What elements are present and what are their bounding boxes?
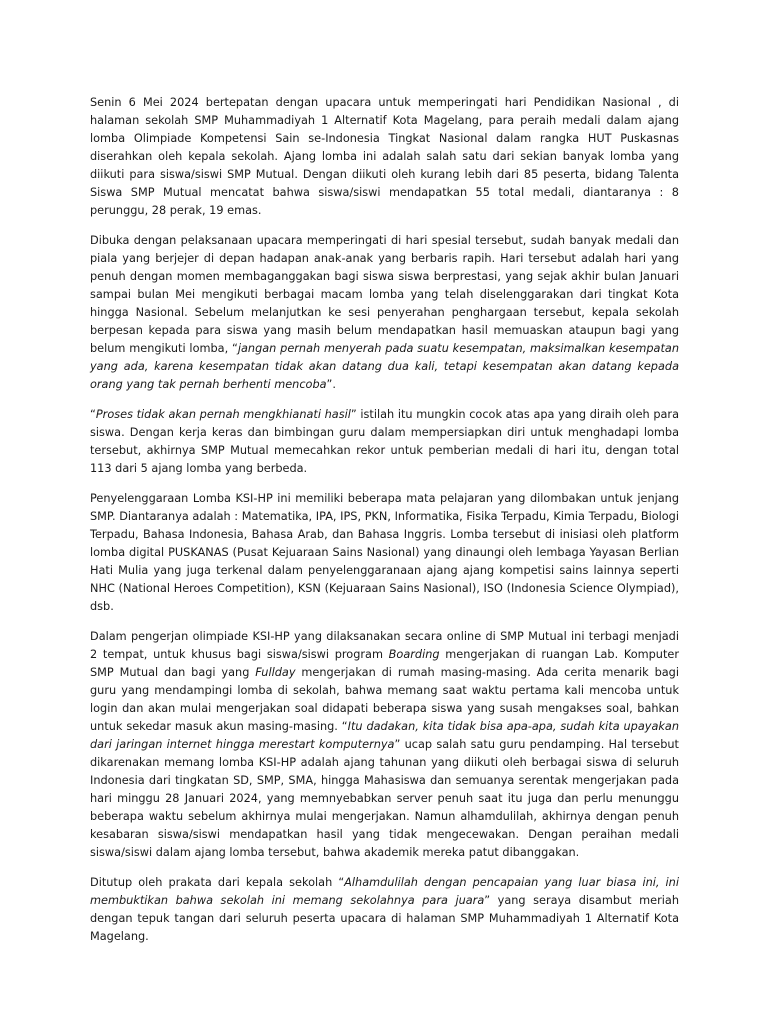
- paragraph-text: Penyelenggaraan Lomba KSI-HP ini memiliki beberapa mata pelajaran yang dilombakan untuk jenjang SMP. Diantaranya adalah : Matematika, IPA, IPS, PKN, Informatika, Fisika Terpadu, Kimia Terpadu, Biologi Terpadu, Bahasa Indonesia, Bahasa Arab, dan Bahasa Inggris. Lomba tersebut di inisiasi oleh platform lomba digital PUSKANAS (Pusat Kejuaraan Sains Nasional) yang dinaungi oleh lembaga Yayasan Berlian Hati Mulia yang juga terkenal dalam penyelenggaranaan ajang ajang kompetisi sains lainnya seperti NHC (National Heroes Competition), KSN (Kejuaraan Sains Nasional), ISO (Indonesia Science Olympiad), dsb.: [90, 492, 679, 613]
- paragraph-text: mengerjakan di rumah masing-masing. Ada cerita menarik bagi guru yang mendampingi lomba di sekolah, bahwa memang saat waktu pertama kali mencoba untuk login dan akan mulai mengerjakan soal didapati beberapa siswa yang susah mengakses soal, bahkan untuk sekedar masuk akun masing-masing. “: [90, 666, 679, 733]
- article-paragraph: [90, 490, 679, 616]
- italic-quote-text: Proses tidak akan pernah mengkhianati hasil: [95, 408, 351, 421]
- article-paragraph: [90, 94, 679, 220]
- italic-quote-text: Fullday: [255, 666, 296, 679]
- italic-quote-text: Alhamdulilah dengan pencapaian yang luar biasa ini, ini membuktikan bahwa sekolah ini memang sekolahnya para juara: [90, 876, 679, 907]
- italic-quote-text: Boarding: [388, 648, 440, 661]
- italic-quote-text: Itu dadakan, kita tidak bisa apa-apa, sudah kita upayakan dari jaringan internet hingga merestart komputernya: [90, 720, 679, 751]
- paragraph-text: ” yang seraya disambut meriah dengan tepuk tangan dari seluruh peserta upacara di halaman SMP Muhammadiyah 1 Alternatif Kota Magelang.: [90, 894, 679, 943]
- article-paragraph: [90, 874, 679, 946]
- article-body: [90, 94, 679, 946]
- paragraph-text: Senin 6 Mei 2024 bertepatan dengan upacara untuk memperingati hari Pendidikan Nasional , di halaman sekolah SMP Muhammadiyah 1 Alternatif Kota Magelang, para peraih medali dalam ajang lomba Olimpiade Kompetensi Sain se-Indonesia Tingkat Nasional dalam rangka HUT Puskasnas diserahkan oleh kepala sekolah. Ajang lomba ini adalah salah satu dari sekian banyak lomba yang diikuti para siswa/siswi SMP Mutual. Dengan diikuti oleh kurang lebih dari 85 peserta, bidang Talenta Siswa SMP Mutual mencatat bahwa siswa/siswi mendapatkan 55 total medali, diantaranya : 8 perunggu, 28 perak, 19 emas.: [90, 96, 679, 217]
- article-paragraph: [90, 232, 679, 394]
- paragraph-text: Dibuka dengan pelaksanaan upacara memperingati di hari spesial tersebut, sudah banyak medali dan piala yang berjejer di depan hadapan anak-anak yang berbaris rapih. Hari tersebut adalah hari yang penuh dengan momen membaganggakan bagi siswa siswa berprestasi, yang sejak akhir bulan Januari sampai bulan Mei mengikuti berbagai macam lomba yang telah diselenggarakan dari tingkat Kota hingga Nasional. Sebelum melanjutkan ke sesi penyerahan penghargaan tersebut, kepala sekolah berpesan kepada para siswa yang masih belum mendapatkan hasil memuaskan ataupun bagi yang belum mengikuti lomba, “: [90, 234, 679, 355]
- paragraph-text: ”.: [326, 378, 336, 391]
- paragraph-text: “: [90, 408, 96, 421]
- paragraph-text: ” istilah itu mungkin cocok atas apa yang diraih oleh para siswa. Dengan kerja keras dan bimbingan guru dalam mempersiapkan diri untuk menghadapi lomba tersebut, akhirnya SMP Mutual memecahkan rekor untuk pemberian medali di hari itu, dengan total 113 dari 5 ajang lomba yang berbeda.: [90, 408, 679, 475]
- paragraph-text: Dalam pengerjan olimpiade KSI-HP yang dilaksanakan secara online di SMP Mutual ini terbagi menjadi 2 tempat, untuk khusus bagi siswa/siswi program: [90, 630, 679, 661]
- italic-quote-text: jangan pernah menyerah pada suatu kesempatan, maksimalkan kesempatan yang ada, karena kesempatan tidak akan datang dua kali, tetapi kesempatan akan datang kepada orang yang tak pernah berhenti mencoba: [90, 342, 679, 391]
- paragraph-text: ” ucap salah satu guru pendamping. Hal tersebut dikarenakan memang lomba KSI-HP adalah ajang tahunan yang diikuti oleh berbagai siswa di seluruh Indonesia dari tingkatan SD, SMP, SMA, hingga Mahasiswa dan semuanya serentak mengerjakan pada hari minggu 28 Januari 2024, yang memnyebabkan server penuh saat itu juga dan perlu menunggu beberapa waktu sebelum akhirnya mulai mengerjakan. Namun alhamdulilah, akhirnya dengan penuh kesabaran siswa/siswi mendapatkan hasil yang tidak mengecewakan. Dengan peraihan medali siswa/siswi dalam ajang lomba tersebut, bahwa akademik mereka patut dibanggakan.: [90, 738, 679, 859]
- article-paragraph: [90, 628, 679, 862]
- paragraph-text: Ditutup oleh prakata dari kepala sekolah “: [90, 876, 345, 889]
- paragraph-text: mengerjakan di ruangan Lab. Komputer SMP Mutual dan bagi yang: [90, 648, 679, 679]
- article-paragraph: [90, 406, 679, 478]
